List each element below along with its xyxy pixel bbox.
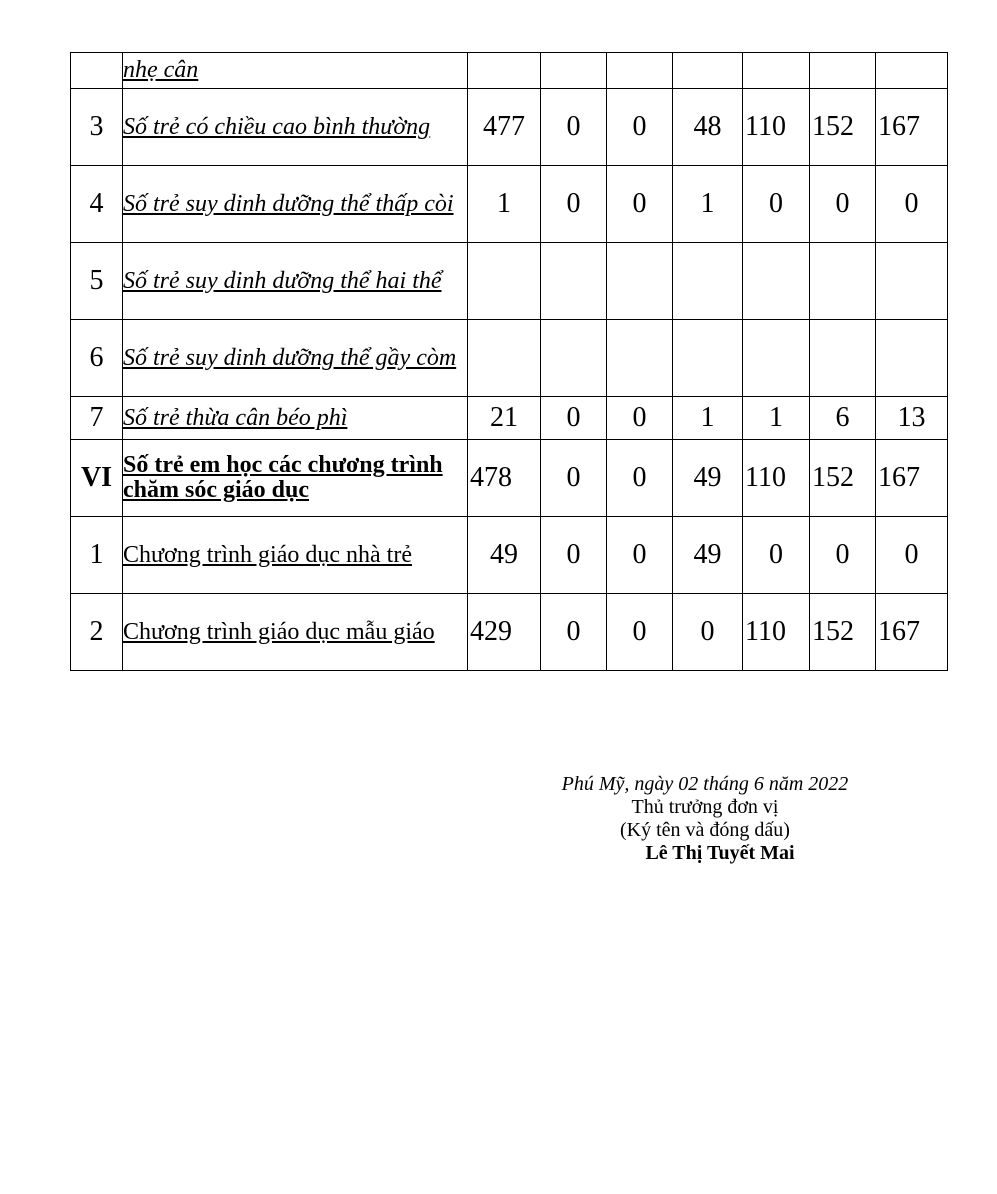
value-cell: 0 [607, 594, 673, 671]
value-cell: 110 [743, 594, 810, 671]
value-cell: 49 [673, 440, 743, 517]
signer-name: Lê Thị Tuyết Mai [645, 842, 795, 864]
value-cell [876, 320, 948, 397]
value-cell [607, 320, 673, 397]
value-cell: 0 [607, 166, 673, 243]
table-body [71, 53, 948, 671]
row-number: 1 [71, 517, 123, 594]
row-label-cell [123, 89, 468, 166]
row-label: Chương trình giáo dục mẫu giáo [123, 618, 435, 645]
signature-note: (Ký tên và đóng dấu) [620, 819, 790, 841]
value-cell [810, 320, 876, 397]
value-cell: 49 [673, 517, 743, 594]
table-row [71, 320, 948, 397]
value-cell: 13 [876, 397, 948, 440]
value-cell: 110 [743, 89, 810, 166]
value-cell: 1 [468, 166, 541, 243]
row-label-cell [123, 517, 468, 594]
value-cell: 0 [541, 89, 607, 166]
value-cell: 0 [607, 397, 673, 440]
table-row [71, 89, 948, 166]
table-row [71, 166, 948, 243]
row-number [71, 53, 123, 89]
row-label: Số trẻ em học các chương trình chăm sóc giáo dục [123, 452, 443, 503]
table-row [71, 440, 948, 517]
value-cell [810, 243, 876, 320]
value-cell: 1 [673, 166, 743, 243]
value-cell [673, 243, 743, 320]
value-cell [541, 53, 607, 89]
value-cell: 167 [876, 89, 948, 166]
row-label-cell [123, 53, 468, 89]
row-label: Số trẻ suy dinh dưỡng thể gầy còm [123, 344, 457, 371]
row-number: 3 [71, 89, 123, 166]
value-cell [673, 53, 743, 89]
value-cell [743, 53, 810, 89]
value-cell: 0 [607, 440, 673, 517]
statistics-table [70, 52, 948, 671]
value-cell: 0 [541, 594, 607, 671]
table-row [71, 594, 948, 671]
table-row [71, 397, 948, 440]
value-cell: 0 [607, 89, 673, 166]
signature-block [500, 773, 910, 842]
row-label: Số trẻ suy dinh dưỡng thể thấp còi [123, 190, 454, 217]
row-number: 7 [71, 397, 123, 440]
table-row [71, 243, 948, 320]
value-cell: 152 [810, 89, 876, 166]
value-cell: 1 [673, 397, 743, 440]
row-label: nhẹ cân [123, 57, 199, 83]
value-cell: 167 [876, 594, 948, 671]
value-cell [876, 53, 948, 89]
row-label-cell [123, 594, 468, 671]
value-cell: 48 [673, 89, 743, 166]
row-label: Chương trình giáo dục nhà trẻ [123, 541, 412, 568]
value-cell [607, 53, 673, 89]
row-label-cell [123, 243, 468, 320]
row-label-cell [123, 320, 468, 397]
table-row [71, 517, 948, 594]
value-cell: 49 [468, 517, 541, 594]
value-cell: 429 [468, 594, 541, 671]
value-cell: 152 [810, 594, 876, 671]
value-cell [810, 53, 876, 89]
value-cell: 0 [876, 166, 948, 243]
value-cell: 1 [743, 397, 810, 440]
value-cell [468, 53, 541, 89]
value-cell [743, 243, 810, 320]
value-cell: 0 [673, 594, 743, 671]
value-cell: 0 [810, 517, 876, 594]
value-cell: 0 [810, 166, 876, 243]
place-date: Phú Mỹ, ngày 02 tháng 6 năm 2022 [561, 773, 849, 795]
value-cell [468, 320, 541, 397]
value-cell: 0 [743, 517, 810, 594]
value-cell [876, 243, 948, 320]
value-cell: 0 [541, 517, 607, 594]
row-label: Số trẻ thừa cân béo phì [123, 404, 348, 431]
value-cell: 0 [541, 166, 607, 243]
value-cell: 167 [876, 440, 948, 517]
value-cell [673, 320, 743, 397]
value-cell: 0 [876, 517, 948, 594]
row-number: 5 [71, 243, 123, 320]
row-label: Số trẻ suy dinh dưỡng thể hai thể [123, 267, 442, 294]
value-cell: 21 [468, 397, 541, 440]
row-label-cell [123, 440, 468, 517]
value-cell: 0 [607, 517, 673, 594]
row-label-cell [123, 397, 468, 440]
signer-title: Thủ trưởng đơn vị [631, 796, 779, 818]
value-cell: 478 [468, 440, 541, 517]
row-label-cell [123, 166, 468, 243]
value-cell: 477 [468, 89, 541, 166]
value-cell: 0 [743, 166, 810, 243]
row-label: Số trẻ có chiều cao bình thường [123, 113, 431, 140]
row-number: 4 [71, 166, 123, 243]
value-cell: 0 [541, 397, 607, 440]
table-row [71, 53, 948, 89]
row-number: 6 [71, 320, 123, 397]
value-cell [607, 243, 673, 320]
row-number: 2 [71, 594, 123, 671]
row-number: VI [71, 440, 123, 517]
value-cell: 6 [810, 397, 876, 440]
value-cell: 0 [541, 440, 607, 517]
value-cell [468, 243, 541, 320]
value-cell [743, 320, 810, 397]
value-cell: 110 [743, 440, 810, 517]
value-cell [541, 320, 607, 397]
value-cell: 152 [810, 440, 876, 517]
value-cell [541, 243, 607, 320]
